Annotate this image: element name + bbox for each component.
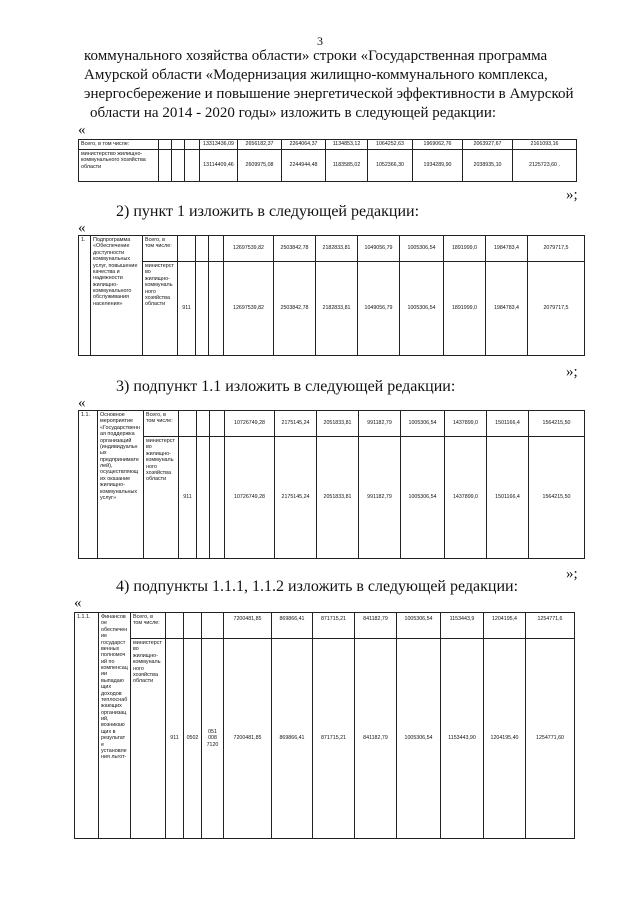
value-cell: 1204195,40 <box>484 639 526 839</box>
value-cell: 871715,21 <box>313 639 355 839</box>
row-label: министерство жилищно-коммунального хозяйства области <box>144 437 179 559</box>
table-row <box>79 411 585 437</box>
intro-line: энергосбережение и повышение энергетической эффективности в Амурской <box>84 86 574 102</box>
row-label: министерство жилищно-коммунального хозяйства области <box>143 262 178 356</box>
intro-line: области на 2014 - 2020 годы» изложить в следующей редакции: <box>90 105 497 121</box>
table-row <box>75 613 575 639</box>
item-name: Финансовое обеспечение государственных полномочий по компенсации выпадающих доходов теплоснабжающих организаций, возникающих в результате установления льгот- <box>99 613 131 839</box>
value-cell: 2038935,10 <box>463 150 513 182</box>
value-cell: 1984783,4 <box>486 262 528 356</box>
trailing-dot: . <box>558 162 560 169</box>
value-cell: 1005306,54 <box>400 262 444 356</box>
value-cell: 1153443,9 <box>441 613 484 639</box>
value-cell: 13114409,46 <box>200 150 238 182</box>
value-cell: 2503842,78 <box>274 262 316 356</box>
value-cell: 7200481,85 <box>224 613 272 639</box>
value-cell: 1052366,30 <box>368 150 413 182</box>
table-row <box>79 437 585 559</box>
value-cell: 991182,79 <box>359 411 401 437</box>
row-label: министерство жилищно-коммунального хозяйства области <box>131 639 166 839</box>
item-number: 1. <box>79 236 91 356</box>
value-cell: 2609975,08 <box>238 150 282 182</box>
value-cell: 1969062,76 <box>413 140 463 150</box>
value-cell: 2175145,24 <box>275 437 317 559</box>
code-cell: 911 <box>166 639 184 839</box>
table-program-totals <box>78 139 577 182</box>
value-cell: 2503842,78 <box>274 236 316 262</box>
value-cell: 1437899,0 <box>445 437 487 559</box>
value-cell: 1049056,79 <box>358 262 400 356</box>
intro-paragraph <box>84 47 592 123</box>
row-label: Всего, в том числе: <box>131 613 166 639</box>
intro-line: Амурской области «Модернизация жилищно-коммунального комплекса, <box>84 67 548 83</box>
value-cell: 1049056,79 <box>358 236 400 262</box>
open-quote: « <box>78 395 86 411</box>
section-code-cell: 0502 <box>184 639 202 839</box>
value-cell: 1005306,54 <box>400 236 444 262</box>
value-cell: 1134853,12 <box>326 140 368 150</box>
value-cell: 991182,79 <box>359 437 401 559</box>
value-cell: 871715,21 <box>313 613 355 639</box>
value-cell: 1501166,4 <box>487 411 529 437</box>
row-label: министерство жилищно-коммунального хозяйства области <box>79 150 159 182</box>
close-quote: »; <box>566 187 578 203</box>
value-cell: 869866,41 <box>272 613 313 639</box>
value-cell: 1005306,54 <box>397 613 441 639</box>
item-name: Основное мероприятие «Государственная поддержка организаций (индивидуальных предпринимателей), осуществляющих оказание жилищно-коммунальных услуг» <box>98 411 144 559</box>
value-cell: 7200481,85 <box>224 639 272 839</box>
value-cell: 1934289,90 <box>413 150 463 182</box>
value-cell: 2656182,37 <box>238 140 282 150</box>
section-heading: 2) пункт 1 изложить в следующей редакции: <box>116 203 420 220</box>
table-row <box>79 150 577 182</box>
item-name: Подпрограмма «Обеспечение доступности коммунальных услуг, повышение качества и надежности жилищно-коммунального обслуживания населения» <box>91 236 143 356</box>
value-cell: 2182833,81 <box>316 262 358 356</box>
value-cell: 869866,41 <box>272 639 313 839</box>
value-cell: 1153443,90 <box>441 639 484 839</box>
value-cell: 2161093,16 <box>513 140 577 150</box>
table-item-1-1 <box>78 410 585 559</box>
value-cell: 841182,79 <box>355 613 397 639</box>
table-row <box>75 639 575 839</box>
value-cell: 1437899,0 <box>445 411 487 437</box>
table-row <box>79 140 577 150</box>
value-cell: 1064252,63 <box>368 140 413 150</box>
value-cell: 1564215,50 <box>529 437 585 559</box>
value-cell: 2182833,81 <box>316 236 358 262</box>
value-cell: 13313436,09 <box>200 140 238 150</box>
table-row <box>79 236 585 262</box>
value-cell: 12697539,82 <box>224 262 274 356</box>
value-cell: 2051833,81 <box>317 437 359 559</box>
table-item-1-1-1 <box>74 612 575 839</box>
open-quote: « <box>74 595 82 611</box>
value-cell: 1005306,54 <box>401 411 445 437</box>
value-cell: 2264064,37 <box>282 140 326 150</box>
value-cell: 1501166,4 <box>487 437 529 559</box>
intro-line: коммунального хозяйства области» строки «Государственная программа <box>84 48 548 64</box>
close-quote: »; <box>566 364 578 380</box>
row-label: Всего, в том числе: <box>144 411 179 437</box>
value-cell: 2244944,48 <box>282 150 326 182</box>
value-cell: 2175145,24 <box>275 411 317 437</box>
value-cell <box>513 150 577 182</box>
value-cell: 1254771,60 <box>526 639 575 839</box>
close-quote: »; <box>566 566 578 582</box>
value-cell: 2079717,5 <box>528 262 585 356</box>
value-cell: 1891999,0 <box>444 236 486 262</box>
target-code-cell: 051 008 7120 <box>202 639 224 839</box>
value-text: 2125723,60 <box>529 162 558 169</box>
value-cell: 1204195,4 <box>484 613 526 639</box>
row-label: Всего, в том числе: <box>79 140 159 150</box>
section-heading: 3) подпункт 1.1 изложить в следующей редакции: <box>116 378 456 395</box>
open-quote: « <box>78 220 86 236</box>
value-cell: 2051833,81 <box>317 411 359 437</box>
code-cell: 911 <box>178 262 196 356</box>
table-row <box>79 262 585 356</box>
item-number: 1.1. <box>79 411 98 559</box>
row-label: Всего, в том числе: <box>143 236 178 262</box>
value-cell: 12697539,82 <box>224 236 274 262</box>
value-cell: 1254771,6 <box>526 613 575 639</box>
table-subprogram-1 <box>78 235 585 356</box>
item-number: 1.1.1. <box>75 613 99 839</box>
value-cell: 1183585,02 <box>326 150 368 182</box>
value-cell: 10726749,28 <box>225 437 275 559</box>
value-cell: 1005306,54 <box>401 437 445 559</box>
value-cell: 2063927,67 <box>463 140 513 150</box>
code-cell: 911 <box>179 437 197 559</box>
open-quote: « <box>78 122 86 138</box>
value-cell: 1984783,4 <box>486 236 528 262</box>
value-cell: 841182,79 <box>355 639 397 839</box>
value-cell: 1005306,54 <box>397 639 441 839</box>
value-cell: 10726749,28 <box>225 411 275 437</box>
value-cell: 1891999,0 <box>444 262 486 356</box>
section-heading: 4) подпункты 1.1.1, 1.1.2 изложить в следующей редакции: <box>116 578 519 595</box>
value-cell: 1564215,50 <box>529 411 585 437</box>
page-number: 3 <box>317 34 323 48</box>
value-cell: 2079717,5 <box>528 236 585 262</box>
